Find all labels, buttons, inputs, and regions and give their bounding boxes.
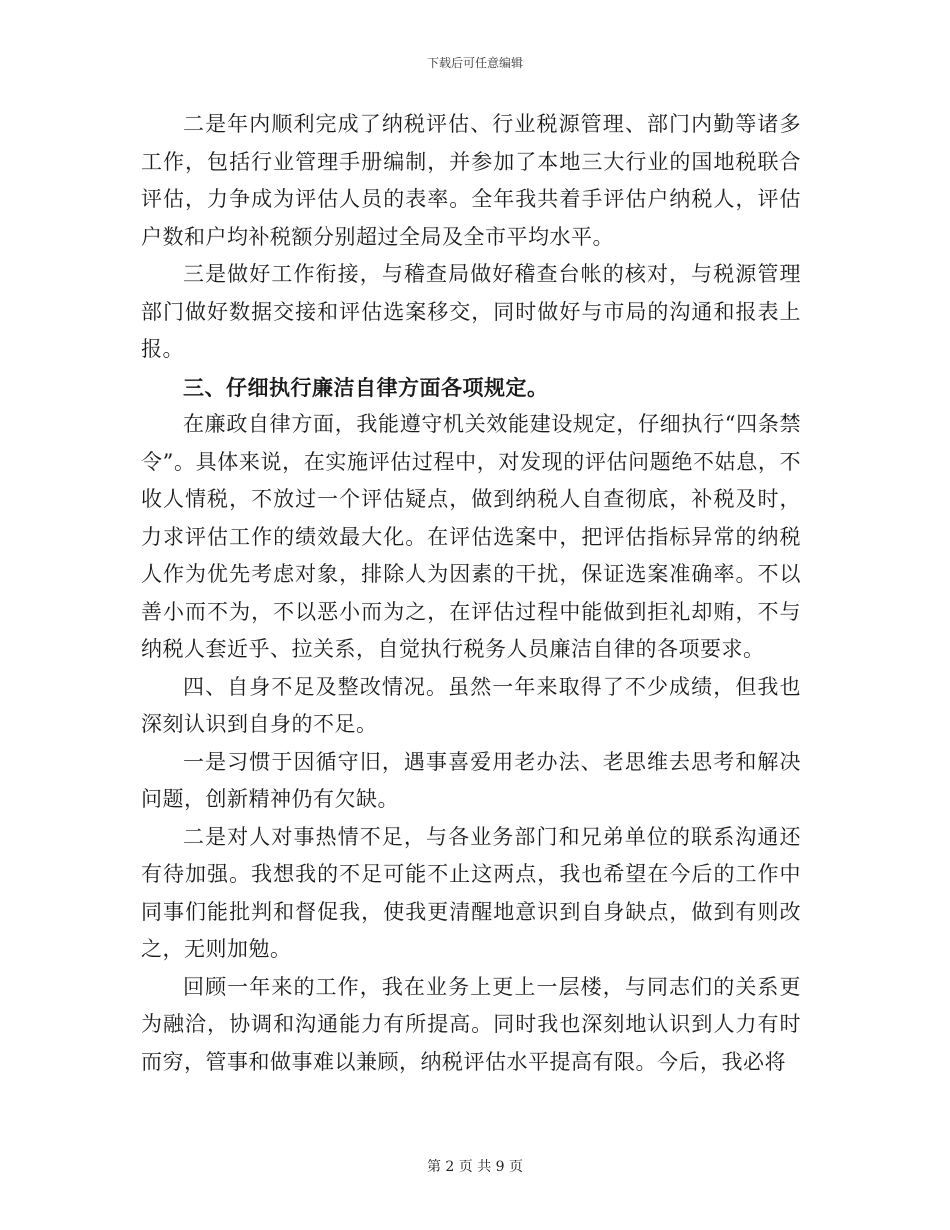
section-heading-integrity: 三、仔细执行廉洁自律方面各项规定。 bbox=[183, 374, 549, 400]
page-header: 下载后可任意编辑 bbox=[426, 56, 523, 70]
paragraph-work-handover: 三是做好工作衔接，与稽查局做好稽查台帐的核对，与税源管理部门做好数据交接和评估选案移交，同时做好与市局的沟通和报表上报。 bbox=[141, 262, 801, 361]
paragraph-shortcoming-two: 二是对人对事热情不足，与各业务部门和兄弟单位的联系沟通还有待加强。我想我的不足可能不止这两点，我也希望在今后的工作中同事们能批判和督促我，使我更清醒地意识到自身缺点，做到有则改之，无则加勉。 bbox=[141, 824, 801, 961]
paragraph-shortcoming-one: 一是习惯于因循守旧，遇事喜爱用老办法、老思维去思考和解决问题，创新精神仍有欠缺。 bbox=[141, 749, 801, 811]
paragraph-review: 回顾一年来的工作，我在业务上更上一层楼，与同志们的关系更为融洽，协调和沟通能力有所提高。同时我也深刻地认识到人力有时而穷，管事和做事难以兼顾，纳税评估水平提高有限。今后，我必将 bbox=[141, 974, 801, 1074]
document-body bbox=[141, 106, 801, 1081]
paragraph-shortcomings: 四、自身不足及整改情况。虽然一年来取得了不少成绩，但我也深刻认识到自身的不足。 bbox=[141, 674, 801, 736]
page-number: 第 2 页 共 9 页 bbox=[426, 1159, 524, 1175]
paragraph-evaluation-work: 二是年内顺利完成了纳税评估、行业税源管理、部门内勤等诸多工作，包括行业管理手册编制，并参加了本地三大行业的国地税联合评估，力争成为评估人员的表率。全年我共着手评估户纳税人，评估户数和户均补税额分别超过全局及全市平均水平。 bbox=[141, 112, 801, 249]
paragraph-integrity-details: 在廉政自律方面，我能遵守机关效能建设规定，仔细执行“四条禁令”。具体来说，在实施评估过程中，对发现的评估问题绝不姑息，不收人情税，不放过一个评估疑点，做到纳税人自查彻底，补税及时，力求评估工作的绩效最大化。在评估选案中，把评估指标异常的纳税人作为优先考虑对象，排除人为因素的干扰，保证选案准确率。不以善小而不为，不以恶小而为之，在评估过程中能做到拒礼却贿，不与纳税人套近乎、拉关系，自觉执行税务人员廉洁自律的各项要求。 bbox=[141, 412, 801, 661]
